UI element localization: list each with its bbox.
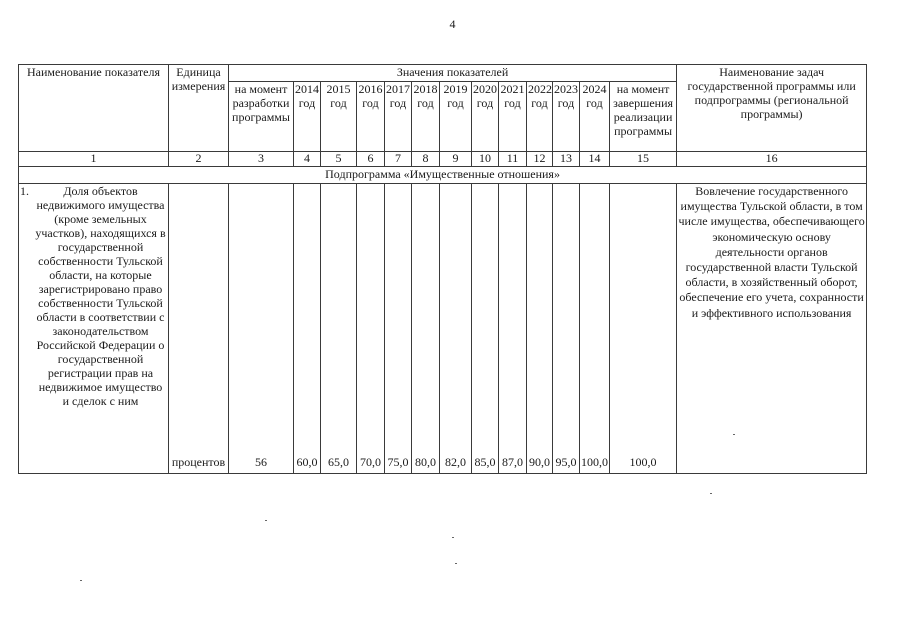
year-value: 75,0	[385, 184, 412, 474]
subprogram-title: Подпрограмма «Имущественные отношения»	[19, 167, 867, 184]
initial-value: 56	[229, 184, 294, 474]
header-year: 2022 год	[527, 82, 553, 152]
scan-speck	[452, 537, 454, 538]
scan-speck	[455, 563, 457, 564]
scan-speck	[265, 520, 267, 521]
column-number: 4	[294, 152, 321, 167]
indicators-table	[18, 64, 867, 474]
year-value: 82,0	[440, 184, 472, 474]
header-initial: на момент разработки программы	[229, 82, 294, 152]
column-number: 12	[527, 152, 553, 167]
header-year: 2014 год	[294, 82, 321, 152]
year-value: 60,0	[294, 184, 321, 474]
header-unit: Единица измерения	[169, 65, 229, 152]
column-number: 2	[169, 152, 229, 167]
column-number: 16	[677, 152, 867, 167]
header-year: 2021 год	[499, 82, 527, 152]
column-number: 7	[385, 152, 412, 167]
column-number: 14	[580, 152, 610, 167]
column-number: 11	[499, 152, 527, 167]
column-number: 15	[610, 152, 677, 167]
header-year: 2016 год	[357, 82, 385, 152]
header-year: 2020 год	[472, 82, 499, 152]
column-number: 6	[357, 152, 385, 167]
header-year: 2019 год	[440, 82, 472, 152]
header-values-group: Значения показателей	[229, 65, 677, 82]
year-value: 87,0	[499, 184, 527, 474]
column-number: 13	[553, 152, 580, 167]
column-number: 5	[321, 152, 357, 167]
header-year: 2023 год	[553, 82, 580, 152]
year-value: 100,0	[580, 184, 610, 474]
header-year: 2024 год	[580, 82, 610, 152]
scan-speck	[80, 580, 82, 581]
indicator-cell	[19, 184, 169, 474]
header-year: 2015 год	[321, 82, 357, 152]
task-text: Вовлечение государственного имущества Тульской области, в том числе имущества, обеспечивающего экономическую основу деятельности органов государственной власти Тульской области, в хозяйственный оборот, обеспечение его учета, сохранности и эффективного использования	[678, 184, 865, 320]
row-number: 1.	[20, 184, 29, 198]
year-value: 95,0	[553, 184, 580, 474]
year-value: 65,0	[321, 184, 357, 474]
task-cell	[677, 184, 867, 474]
page-number: 4	[449, 17, 456, 31]
header-indicator-name: Наименование показателя	[19, 65, 169, 152]
year-value: 80,0	[412, 184, 440, 474]
column-number: 3	[229, 152, 294, 167]
column-number: 1	[19, 152, 169, 167]
table-row	[19, 184, 867, 474]
unit-cell: процентов	[169, 184, 229, 474]
header-year: 2017 год	[385, 82, 412, 152]
column-number: 9	[440, 152, 472, 167]
year-value: 85,0	[472, 184, 499, 474]
header-tasks: Наименование задач государственной программы или подпрограммы (региональной программы)	[677, 65, 867, 152]
column-number: 8	[412, 152, 440, 167]
scan-speck	[710, 493, 712, 494]
indicator-name: Доля объектов недвижимого имущества (кроме земельных участков), находящихся в государственной собственности Тульской области, на которые зарегистрировано право собственности Тульской области в соответствии с законодательством Российской Федерации о государственной регистрации прав на недвижимое имущество и сделок с ним	[35, 184, 166, 408]
year-value: 70,0	[357, 184, 385, 474]
header-final: на момент завершения реализации программы	[610, 82, 677, 152]
year-value: 90,0	[527, 184, 553, 474]
final-value: 100,0	[610, 184, 677, 474]
header-year: 2018 год	[412, 82, 440, 152]
scan-speck	[733, 434, 735, 435]
column-number: 10	[472, 152, 499, 167]
